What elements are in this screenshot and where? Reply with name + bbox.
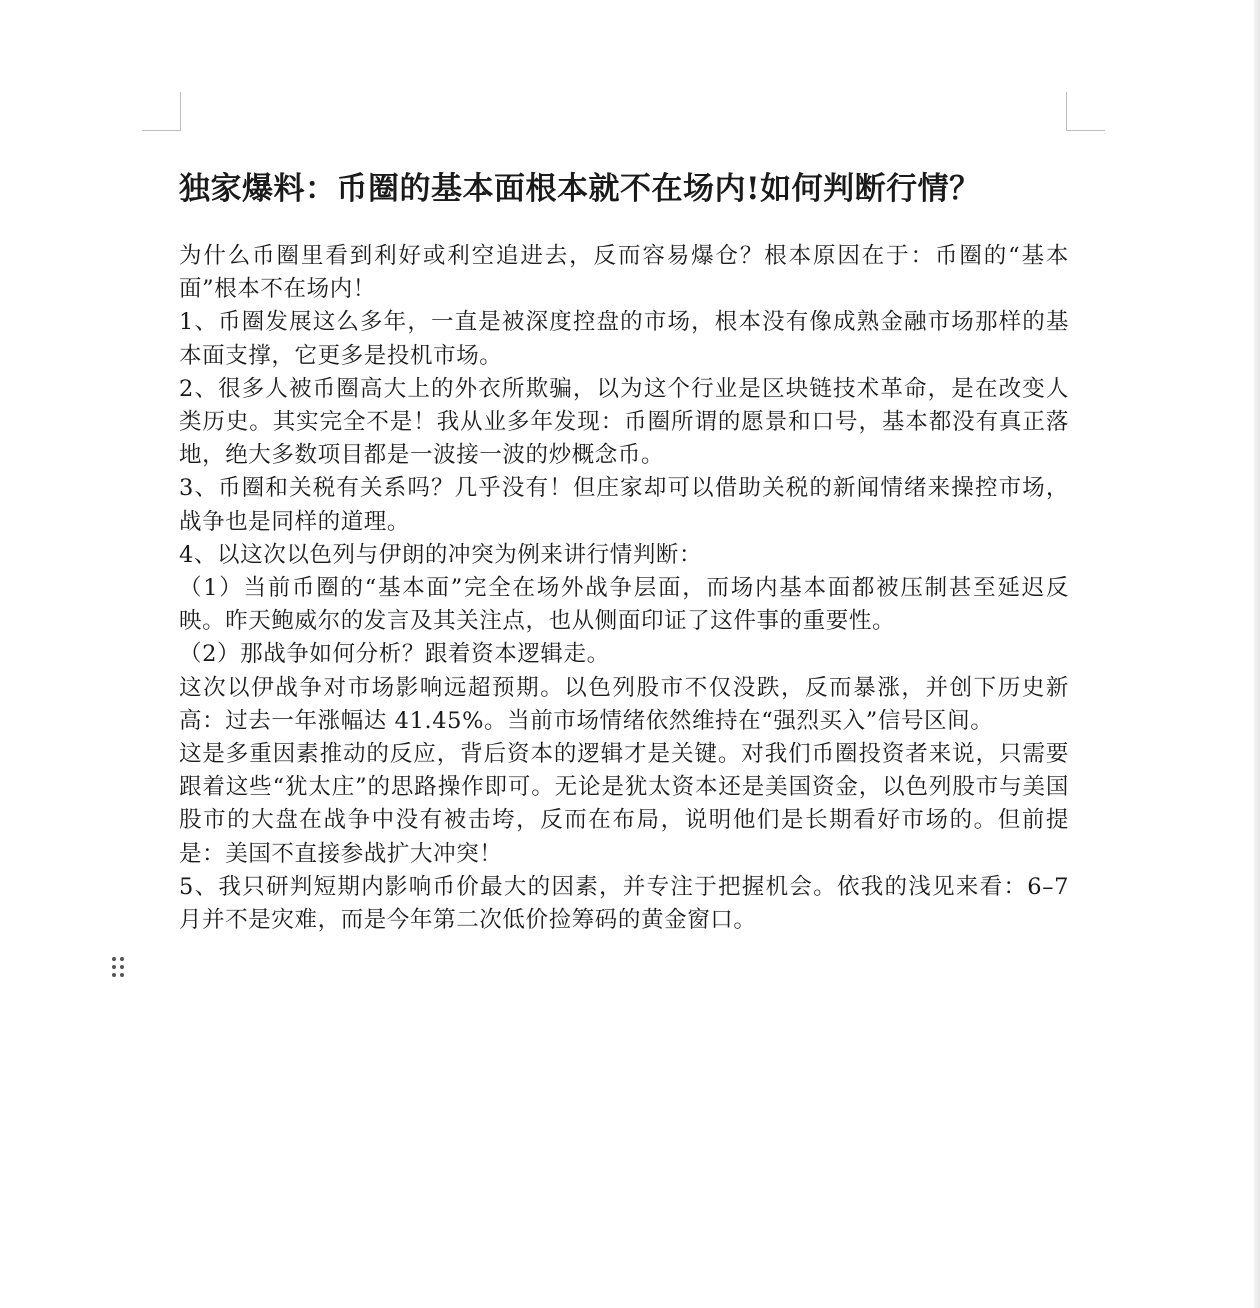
document-title: 独家爆料：币圈的基本面根本就不在场内!如何判断行情？ [179, 171, 981, 207]
paragraph-point-5: 5、我只研判短期内影响币价最大的因素，并专注于把握机会。依我的浅见来看：6–7 月并不是灾难，而是今年第二次低价捡筹码的黄金窗口。 [179, 873, 1069, 934]
paragraph-israel-market: 这次以伊战争对市场影响远超预期。以色列股市不仅没跌，反而暴涨，并创下历史新高：过去一年涨幅达 41.45%。当前市场情绪依然维持在“强烈买入”信号区间。 [179, 674, 1069, 734]
drag-handle-icon[interactable] [110, 957, 128, 981]
paragraph-intro: 为什么币圈里看到利好或利空追进去，反而容易爆仓？根本原因在于：币圈的“基本面”根本不在场内！ [179, 243, 1069, 303]
paragraph-point-3: 3、币圈和关税有关系吗？几乎没有！但庄家却可以借助关税的新闻情绪来操控市场，战争也是同样的道理。 [179, 475, 1069, 535]
paragraph-point-4: 4、以这次以色列与伊朗的冲突为例来讲行情判断： [179, 541, 703, 568]
paragraph-point-2: 2、很多人被币圈高大上的外衣所欺骗，以为这个行业是区块链技术革命，是在改变人类历史。其实完全不是！我从业多年发现：币圈所谓的愿景和口号，基本都没有真正落地，绝大多数项目都是一波接一波的炒概念币。 [179, 375, 1069, 469]
paragraph-capital-logic: 这是多重因素推动的反应，背后资本的逻辑才是关键。对我们币圈投资者来说，只需要跟着这些“犹太庄”的思路操作即可。无论是犹太资本还是美国资金，以色列股市与美国股市的大盘在战争中没有被击垮，反而在布局，说明他们是长期看好市场的。但前提是：美国不直接参战扩大冲突！ [179, 741, 1069, 867]
document-body [179, 240, 1069, 937]
top-left-margin-mark [142, 92, 181, 131]
top-right-margin-mark [1066, 92, 1105, 131]
paragraph-sub-2: （2）那战争如何分析？跟着资本逻辑走。 [179, 641, 610, 668]
paragraph-point-1: 1、币圈发展这么多年，一直是被深度控盘的市场，根本没有像成熟金融市场那样的基本面支撑，它更多是投机市场。 [179, 309, 1069, 369]
paragraph-sub-1: （1）当前币圈的“基本面”完全在场外战争层面，而场内基本面都被压制甚至延迟反映。昨天鲍威尔的发言及其关注点，也从侧面印证了这件事的重要性。 [179, 575, 1069, 635]
page-edge [1254, 0, 1260, 1308]
document-content[interactable] [179, 160, 1069, 937]
